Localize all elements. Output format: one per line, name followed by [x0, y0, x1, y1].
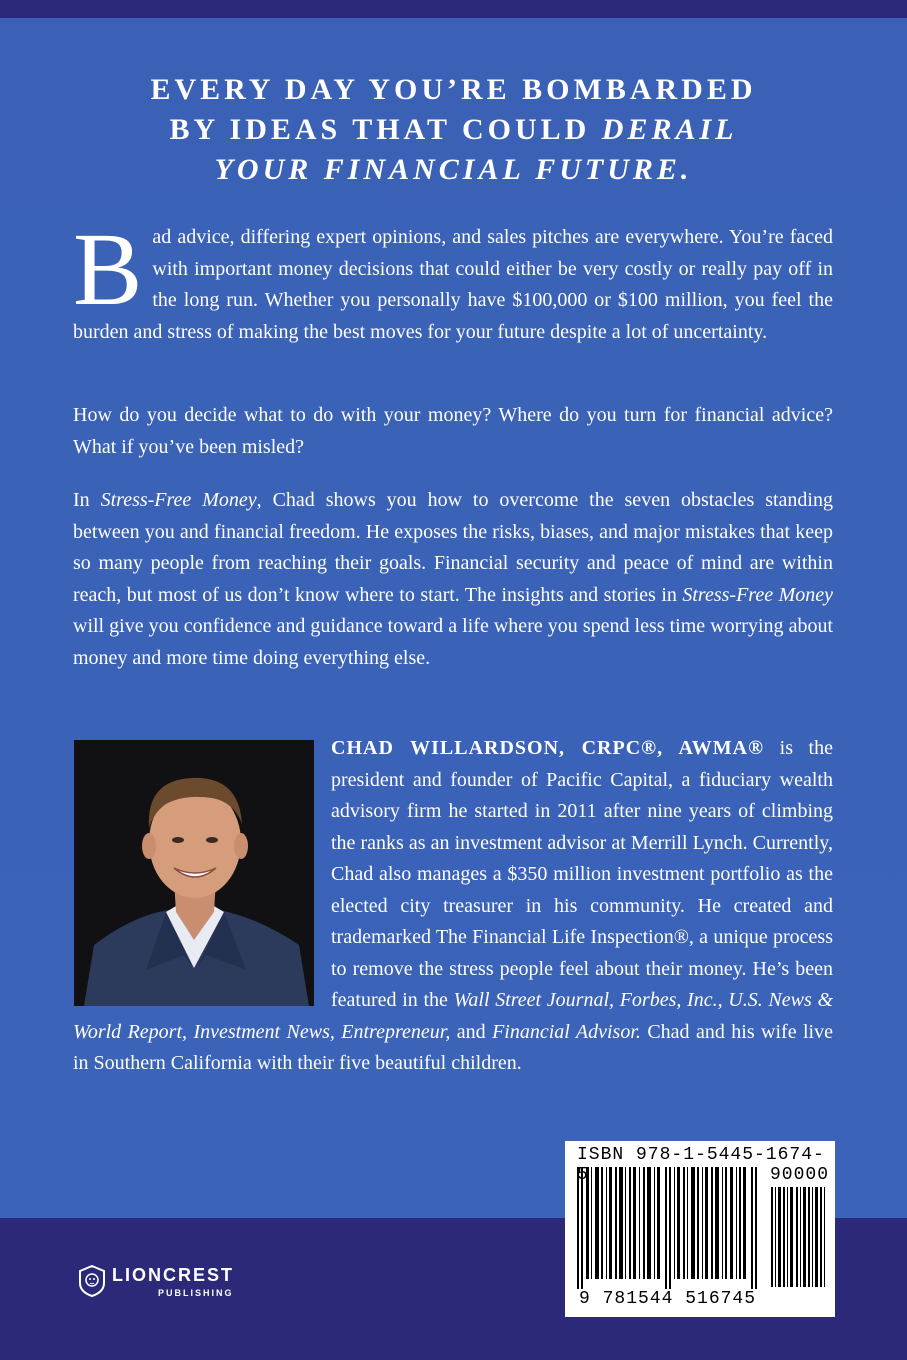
top-band [0, 0, 907, 18]
summary-in: In [73, 489, 101, 511]
publisher-subtitle: PUBLISHING [158, 1288, 234, 1298]
headline-line-3-text: YOUR FINANCIAL FUTURE. [214, 153, 693, 186]
headline-line-2 [60, 110, 847, 150]
bio-text-1: is the president and founder of Pacific Capital, a fiduciary wealth advisory firm he started in 2011 after nine years of climbing the ranks as an investment advisor at Merrill Lynch. Currently, Chad also manages a $350 million investment portfolio as the elected city treasurer in his community. He created and trademarked The Financial Life Inspection®, a unique process to remove the stress people feel about their money. He’s been featured in the [331, 737, 833, 1011]
isbn-label: ISBN 978-1-5445-1674- [577, 1145, 825, 1165]
book-title-2: Stress-Free Money [682, 583, 833, 606]
intro-text: ad advice, differing expert opinions, and sales pitches are everywhere. You’re faced with important money decisions that could either be very costly or really pay off in the long run. Whether you personally have $100,000 or $100 million, you feel the burden and stress of making the best moves for your future despite a lot of uncertainty. [73, 226, 833, 343]
questions-paragraph: How do you decide what to do with your money? Where do you turn for financial advice? What if you’ve been misled? [73, 404, 833, 458]
bio-publication-last: Financial Advisor. [492, 1020, 641, 1043]
headline-line-3 [60, 150, 847, 190]
bio-text-2: Chad and his wife live in Southern California with their five beautiful children. [73, 1020, 833, 1074]
drop-cap: B [73, 212, 143, 327]
headline-line-2-text: BY IDEAS THAT COULD [169, 113, 602, 146]
price-code: 90000 [770, 1165, 830, 1185]
summary-paragraph [73, 485, 833, 674]
headline-line-1: EVERY DAY YOU’RE BOMBARDED [150, 73, 757, 106]
lion-crest-icon [78, 1265, 106, 1297]
summary-text-2: will give you confidence and guidance toward a life where you spend less time worrying about money and more time doing everything else. [73, 615, 833, 669]
publisher-logo [78, 1263, 278, 1303]
author-bio [73, 733, 833, 1080]
book-title: Stress-Free Money [100, 489, 257, 511]
bio-and: and [450, 1020, 493, 1043]
headline [60, 70, 847, 190]
bio-publications: Wall Street Journal, Forbes, Inc., U.S. News & World Report, Investment News, Entrepreneur, [73, 989, 834, 1043]
barcode-bars-icon [575, 1167, 763, 1289]
intro-paragraph [73, 212, 833, 348]
publisher-name: LIONCREST [112, 1265, 235, 1285]
addon-barcode-icon [770, 1187, 826, 1287]
author-name: CHAD WILLARDSON, CRPC®, AWMA® [331, 737, 765, 759]
summary-text-1: , Chad shows you how to overcome the seven obstacles standing between you and financial freedom. He exposes the risks, biases, and major mistakes that keep so many people from reaching their goals. Financial security and peace of mind are within reach, but most of us don’t know where to start. The insights and stories in [73, 489, 833, 606]
headline-emphasis: DERAIL [601, 113, 738, 146]
isbn-digits: 9 781544 516745 [579, 1289, 757, 1309]
barcode [565, 1141, 835, 1317]
